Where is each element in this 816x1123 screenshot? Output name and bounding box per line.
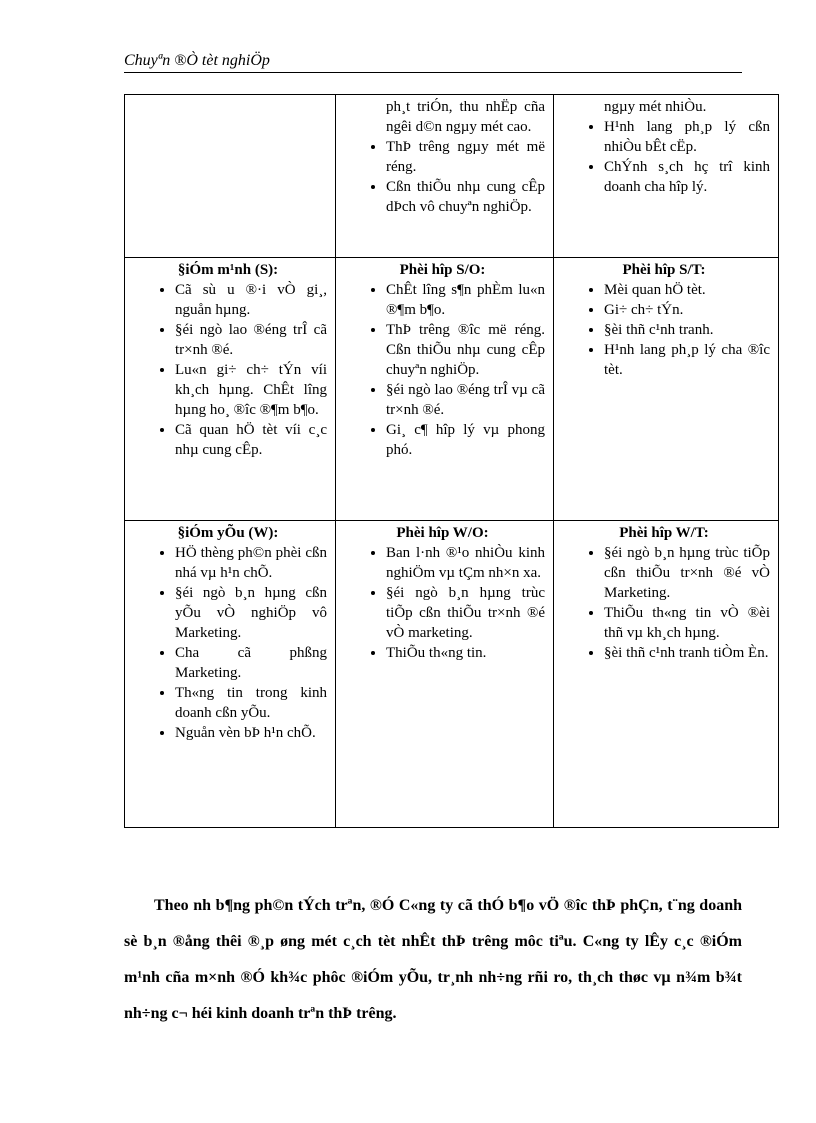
strengths-title: §iÓm m¹nh (S): (177, 262, 279, 278)
wt-title: Phèi hîp W/T: (619, 525, 709, 541)
bullet-list (340, 543, 545, 663)
table-cell (554, 258, 779, 521)
list-item: • §éi ngò lao ®éng trÎ cã tr×nh ®é. (175, 320, 327, 360)
list-item: • Ban l·nh ®¹o nhiÒu kinh nghiÖm vµ tÇm nh×n xa. (386, 543, 545, 583)
list-item: • HÖ thèng ph©n phèi cßn nhá vµ h¹n chÕ. (175, 543, 327, 583)
bullet-list (340, 280, 545, 460)
page-header (124, 50, 742, 73)
st-title: Phèi hîp S/T: (622, 262, 706, 278)
bullet-list (129, 543, 327, 743)
list-item: • Cha cã phßng Marketing. (175, 643, 327, 683)
weaknesses-title: §iÓm yÕu (W): (177, 525, 279, 541)
list-item: • Cßn thiÕu nhµ cung cÊp dÞch vô chuyªn nghiÖp. (386, 177, 545, 217)
list-item: • §èi thñ c¹nh tranh. (604, 320, 770, 340)
list-item: • Lu«n gi÷ ch÷ tÝn víi kh¸ch hµng. ChÊt lîng hµng ho¸ ®îc ®¶m b¶o. (175, 360, 327, 420)
table-cell (125, 521, 336, 828)
so-title: Phèi hîp S/O: (399, 262, 486, 278)
list-item: • H¹nh lang ph¸p lý cßn nhiÒu bÊt cËp. (604, 117, 770, 157)
table-cell (336, 95, 554, 258)
list-item: • Cã sù u ®·i vÒ gi¸, nguån hµng. (175, 280, 327, 320)
swot-table (124, 94, 779, 828)
table-cell (125, 95, 336, 258)
bullet-list (340, 97, 545, 137)
body-paragraph (124, 888, 742, 1032)
list-item: • §éi ngò b¸n hµng trùc tiÕp cßn thiÕu tr×nh ®é vÒ marketing. (386, 583, 545, 643)
list-item: • ThiÕu th«ng tin vÒ ®èi thñ vµ kh¸ch hµng. (604, 603, 770, 643)
list-item: • H¹nh lang ph¸p lý cha ®îc tèt. (604, 340, 770, 380)
bullet-list (558, 117, 770, 197)
list-item: • ThÞ trêng ngµy mét më réng. (386, 137, 545, 177)
list-item: • Mèi quan hÖ tèt. (604, 280, 770, 300)
list-item: • §éi ngò b¸n hµng trùc tiÕp cßn thiÕu tr×nh ®é vÒ Marketing. (604, 543, 770, 603)
list-item: • ThiÕu th«ng tin. (386, 643, 545, 663)
list-item: ph¸t triÓn, thu nhËp cña ngêi d©n ngµy mét cao. (386, 99, 545, 135)
list-item: • Gi÷ ch÷ tÝn. (604, 300, 770, 320)
paragraph-text: Theo nh b¶ng ph©n tÝch trªn, ®Ó C«ng ty cã thÓ b¶o vÖ ®îc thÞ phÇn, t¨ng doanh sè b¸n ®ång thêi ®¸p øng mét c¸ch tèt nhÊt thÞ trêng môc tiªu. C«ng ty lÊy c¸c ®iÓm m¹nh cña m×nh ®Ó kh¾c phôc ®iÓm yÕu, tr¸nh nh÷ng rñi ro, th¸ch thøc vµ n¾m b¾t nh÷ng c¬ héi kinh doanh trªn thÞ trêng. (124, 897, 742, 1022)
list-item: • §éi ngò lao ®éng trÎ vµ cã tr×nh ®é. (386, 380, 545, 420)
list-item: • Nguån vèn bÞ h¹n chÕ. (175, 723, 327, 743)
bullet-list (340, 137, 545, 217)
table-row (125, 95, 779, 258)
table-row (125, 258, 779, 521)
table-cell (554, 521, 779, 828)
table-cell (336, 521, 554, 828)
wo-title: Phèi hîp W/O: (396, 525, 489, 541)
list-item: • Gi¸ c¶ hîp lý vµ phong phó. (386, 420, 545, 460)
table-cell (336, 258, 554, 521)
table-cell (554, 95, 779, 258)
bullet-list (558, 97, 770, 117)
list-item: ngµy mét nhiÒu. (604, 99, 707, 115)
list-item: • ChÝnh s¸ch hç trî kinh doanh cha hîp lý. (604, 157, 770, 197)
bullet-list (129, 280, 327, 460)
bullet-list (558, 543, 770, 663)
header-title: Chuyªn ®Ò tèt nghiÖp (124, 52, 270, 69)
list-item: • §éi ngò b¸n hµng cßn yÕu vÒ nghiÖp vô Marketing. (175, 583, 327, 643)
table-row (125, 521, 779, 828)
table-cell (125, 258, 336, 521)
list-item: • §èi thñ c¹nh tranh tiÒm Èn. (604, 643, 770, 663)
list-item: • Cã quan hÖ tèt víi c¸c nhµ cung cÊp. (175, 420, 327, 460)
bullet-list (558, 280, 770, 380)
list-item: • ThÞ trêng ®îc më réng. Cßn thiÕu nhµ cung cÊp chuyªn nghiÖp. (386, 320, 545, 380)
list-item: • Th«ng tin trong kinh doanh cßn yÕu. (175, 683, 327, 723)
list-item: • ChÊt lîng s¶n phÈm lu«n ®¶m b¶o. (386, 280, 545, 320)
